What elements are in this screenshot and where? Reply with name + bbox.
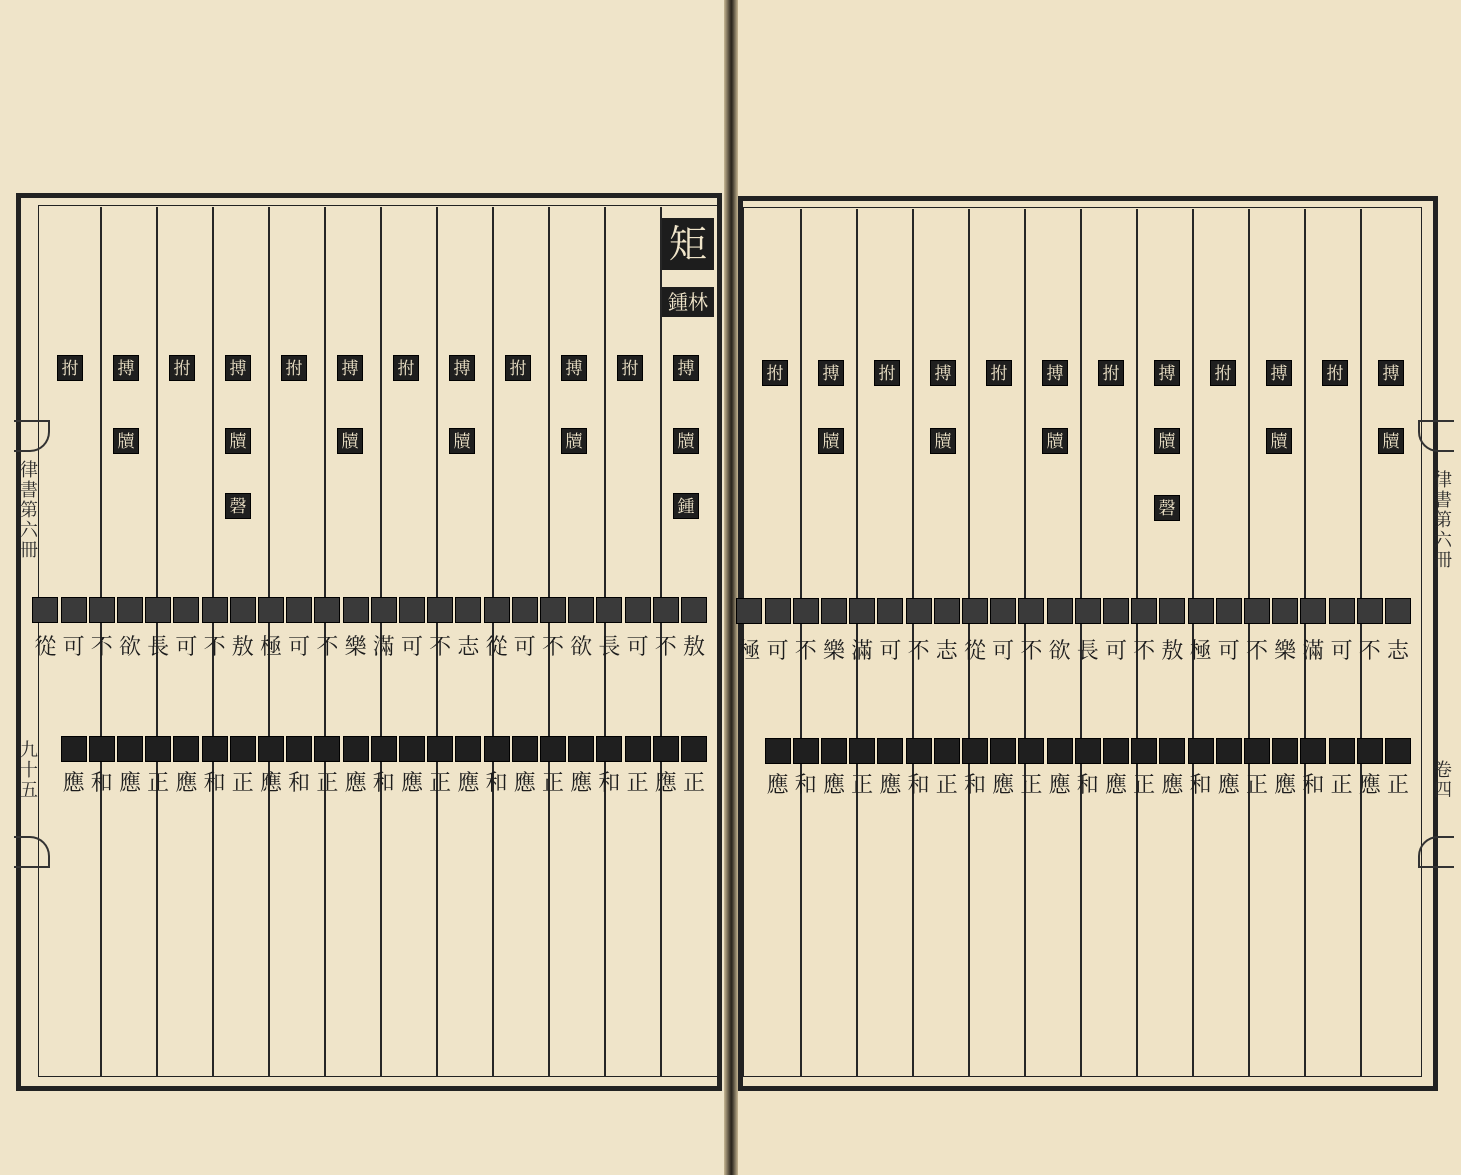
left_page-row_top-cell: 拊 <box>393 355 419 381</box>
right_page-row_lyrics-cell: 志 <box>935 639 958 664</box>
right_page-row_notes-cell: 應 <box>1274 773 1297 798</box>
left_page-row_lyrics-cell: 長 <box>598 635 621 660</box>
right_page-row_lyrics-cell: 長 <box>1076 639 1099 664</box>
right_page-row_notes-cell: 和 <box>1302 773 1325 798</box>
left_page-row_top-cell: 拊 <box>505 355 531 381</box>
left-pitch-seal <box>258 597 284 623</box>
left_page-row_lyrics-cell: 可 <box>175 635 198 660</box>
right-note-seal <box>1244 738 1270 764</box>
right-note-seal <box>990 738 1016 764</box>
right_page-row_notes-cell: 和 <box>1189 773 1212 798</box>
left_page-row_top-cell: 搏 <box>449 355 475 381</box>
left-note-seal <box>202 736 228 762</box>
left-note-seal <box>568 736 594 762</box>
right-pitch-seal <box>906 598 932 624</box>
left_page-row_notes-cell: 應 <box>259 771 282 796</box>
right-note-seal <box>1159 738 1185 764</box>
right_page-row_lyrics-cell: 極 <box>738 639 761 664</box>
left-title-seal: 矩 <box>662 218 714 270</box>
right-pitch-seal <box>934 598 960 624</box>
right-pitch-seal <box>1357 598 1383 624</box>
right_page-row_lyrics-cell: 極 <box>1189 639 1212 664</box>
left_page-row_top-cell: 搏 <box>561 355 587 381</box>
left-pitch-seal <box>484 597 510 623</box>
left_page-row_notes-cell: 和 <box>90 771 113 796</box>
right_page-row_top-cell: 搏 <box>1154 360 1180 386</box>
left-pitch-seal <box>286 597 312 623</box>
right_page-row_lyrics-cell: 可 <box>1330 639 1353 664</box>
left_page-row_lyrics-cell: 不 <box>654 635 677 660</box>
left-pitch-seal <box>427 597 453 623</box>
left_page-row_notes-cell: 應 <box>118 771 141 796</box>
left_page-row_lyrics-cell: 可 <box>288 635 311 660</box>
left_page-row_mid-cell: 牘 <box>561 428 587 454</box>
left_page-row_mid-cell: 牘 <box>673 428 699 454</box>
book-spine <box>724 0 738 1175</box>
left-pitch-seal <box>596 597 622 623</box>
left_page-row_lyrics-cell: 不 <box>90 635 113 660</box>
left-note-seal <box>230 736 256 762</box>
left-note-seal <box>625 736 651 762</box>
left_page-row_lyrics-cell: 不 <box>203 635 226 660</box>
left-pitch-seal <box>455 597 481 623</box>
left_page-row_lyrics-cell: 敖 <box>682 635 705 660</box>
left_page-row_notes-cell: 和 <box>485 771 508 796</box>
left-note-seal <box>681 736 707 762</box>
left_page-row_lyrics-cell: 欲 <box>118 635 141 660</box>
right-note-seal <box>1018 738 1044 764</box>
right_page-row_notes-cell: 應 <box>1048 773 1071 798</box>
right_page-row_notes-cell: 應 <box>879 773 902 798</box>
right-pitch-seal <box>1272 598 1298 624</box>
right-note-seal <box>1357 738 1383 764</box>
right_page-row_lyrics-cell: 不 <box>1358 639 1381 664</box>
right_page-row_notes-cell: 和 <box>1076 773 1099 798</box>
left-note-seal <box>286 736 312 762</box>
right_page-row_notes-cell: 應 <box>1358 773 1381 798</box>
left_page-row_notes-cell: 和 <box>598 771 621 796</box>
left-note-seal <box>173 736 199 762</box>
right_page-row_lyrics-cell: 可 <box>1104 639 1127 664</box>
right-pitch-seal <box>1103 598 1129 624</box>
right_page-row_lyrics-cell: 志 <box>1386 639 1409 664</box>
right-note-seal <box>1272 738 1298 764</box>
right_page-row_low-cell: 磬 <box>1154 495 1180 521</box>
left_page-row_lyrics-cell: 敖 <box>231 635 254 660</box>
left-note-seal <box>653 736 679 762</box>
right_page-row_notes-cell: 正 <box>851 773 874 798</box>
right_page-row_mid-cell: 牘 <box>1042 428 1068 454</box>
right-pitch-seal <box>962 598 988 624</box>
left-note-seal <box>258 736 284 762</box>
left_page-row_lyrics-cell: 可 <box>400 635 423 660</box>
left_page-row_lyrics-cell: 志 <box>457 635 480 660</box>
right-note-seal <box>821 738 847 764</box>
right-pitch-seal <box>1047 598 1073 624</box>
right_page-row_notes-cell: 應 <box>1217 773 1240 798</box>
left-pitch-seal <box>202 597 228 623</box>
left-pitch-seal <box>314 597 340 623</box>
right_page-row_mid-cell: 牘 <box>1154 428 1180 454</box>
right_page-row_lyrics-cell: 滿 <box>1302 639 1325 664</box>
right_page-row_lyrics-cell: 可 <box>766 639 789 664</box>
left-note-seal <box>540 736 566 762</box>
left-subtitle-seal: 鍾林 <box>662 287 714 317</box>
right-pitch-seal <box>990 598 1016 624</box>
left_page-row_top-cell: 搏 <box>673 355 699 381</box>
right-note-seal <box>1047 738 1073 764</box>
right-note-seal <box>877 738 903 764</box>
left_page-row_notes-cell: 應 <box>344 771 367 796</box>
left_page-row_top-cell: 拊 <box>617 355 643 381</box>
right-margin-page: 卷四 <box>1431 760 1452 800</box>
right-pitch-seal <box>821 598 847 624</box>
left_page-row_lyrics-cell: 不 <box>316 635 339 660</box>
right_page-row_lyrics-cell: 敖 <box>1161 639 1184 664</box>
left_page-row_notes-cell: 應 <box>513 771 536 796</box>
right_page-row_notes-cell: 應 <box>992 773 1015 798</box>
left_page-row_notes-cell: 應 <box>400 771 423 796</box>
right-pitch-seal <box>1216 598 1242 624</box>
left-margin-title: 律書第六冊 <box>17 460 38 560</box>
left_page-row_top-cell: 拊 <box>281 355 307 381</box>
left_page-row_lyrics-cell: 滿 <box>372 635 395 660</box>
right-note-seal <box>962 738 988 764</box>
left-pitch-seal <box>512 597 538 623</box>
left-pitch-seal <box>653 597 679 623</box>
right_page-row_lyrics-cell: 可 <box>992 639 1015 664</box>
right_page-row_top-cell: 拊 <box>762 360 788 386</box>
left_page-row_lyrics-cell: 可 <box>626 635 649 660</box>
left-note-seal <box>343 736 369 762</box>
right_page-row_top-cell: 搏 <box>1042 360 1068 386</box>
left_page-row_lyrics-cell: 可 <box>62 635 85 660</box>
left-pitch-seal <box>371 597 397 623</box>
right_page-row_notes-cell: 正 <box>1020 773 1043 798</box>
left_page-row_mid-cell: 牘 <box>113 428 139 454</box>
left_page-row_notes-cell: 應 <box>570 771 593 796</box>
right-note-seal <box>1103 738 1129 764</box>
right_page-row_lyrics-cell: 樂 <box>822 639 845 664</box>
right_page-row_lyrics-cell: 可 <box>1217 639 1240 664</box>
left_page-row_lyrics-cell: 從 <box>34 635 57 660</box>
left_page-row_mid-cell: 牘 <box>337 428 363 454</box>
left_page-row_notes-cell: 應 <box>457 771 480 796</box>
right_page-row_notes-cell: 正 <box>1386 773 1409 798</box>
left_page-row_notes-cell: 正 <box>429 771 452 796</box>
right-margin-title: 律書第六冊 <box>1431 470 1452 570</box>
left-pitch-seal <box>89 597 115 623</box>
right_page-row_lyrics-cell: 不 <box>1245 639 1268 664</box>
left_page-row_low-cell: 鍾 <box>673 493 699 519</box>
left-pitch-seal <box>399 597 425 623</box>
right-pitch-seal <box>1131 598 1157 624</box>
right-note-seal <box>1385 738 1411 764</box>
left_page-row_notes-cell: 正 <box>626 771 649 796</box>
left_page-row_top-cell: 拊 <box>57 355 83 381</box>
left_page-row_top-cell: 搏 <box>113 355 139 381</box>
right-pitch-seal <box>1329 598 1355 624</box>
left-note-seal <box>399 736 425 762</box>
left-pitch-seal <box>681 597 707 623</box>
right-note-seal <box>906 738 932 764</box>
left-note-seal <box>89 736 115 762</box>
left-pitch-seal <box>568 597 594 623</box>
left_page-row_top-cell: 拊 <box>169 355 195 381</box>
right-note-seal <box>1329 738 1355 764</box>
left_page-row_notes-cell: 和 <box>372 771 395 796</box>
right_page-row_top-cell: 拊 <box>1210 360 1236 386</box>
left_page-row_lyrics-cell: 不 <box>541 635 564 660</box>
left-pitch-seal <box>343 597 369 623</box>
right-fish-tail-bottom <box>1418 836 1454 868</box>
left_page-row_lyrics-cell: 極 <box>259 635 282 660</box>
right_page-row_lyrics-cell: 滿 <box>851 639 874 664</box>
left-margin-page: 九十五 <box>17 740 38 800</box>
right_page-row_notes-cell: 和 <box>963 773 986 798</box>
left-note-seal <box>512 736 538 762</box>
left-note-seal <box>427 736 453 762</box>
left_page-row_low-cell: 磬 <box>225 493 251 519</box>
right-note-seal <box>849 738 875 764</box>
right-note-seal <box>793 738 819 764</box>
left-pitch-seal <box>173 597 199 623</box>
left-note-seal <box>61 736 87 762</box>
right_page-row_top-cell: 搏 <box>1266 360 1292 386</box>
left_page-row_notes-cell: 正 <box>147 771 170 796</box>
right_page-row_lyrics-cell: 不 <box>1020 639 1043 664</box>
right_page-row_top-cell: 拊 <box>1322 360 1348 386</box>
left-note-seal <box>596 736 622 762</box>
right-pitch-seal <box>1159 598 1185 624</box>
right-note-seal <box>1188 738 1214 764</box>
right_page-row_top-cell: 搏 <box>1378 360 1404 386</box>
right_page-row_top-cell: 搏 <box>930 360 956 386</box>
left_page-row_notes-cell: 和 <box>203 771 226 796</box>
left_page-row_notes-cell: 和 <box>288 771 311 796</box>
left-note-seal <box>455 736 481 762</box>
left_page-row_mid-cell: 牘 <box>449 428 475 454</box>
left-note-seal <box>117 736 143 762</box>
right-pitch-seal <box>849 598 875 624</box>
right_page-row_lyrics-cell: 可 <box>879 639 902 664</box>
left_page-row_notes-cell: 應 <box>62 771 85 796</box>
right_page-row_notes-cell: 應 <box>766 773 789 798</box>
right_page-row_mid-cell: 牘 <box>930 428 956 454</box>
right-pitch-seal <box>877 598 903 624</box>
left-pitch-seal <box>32 597 58 623</box>
left_page-row_lyrics-cell: 樂 <box>344 635 367 660</box>
left-note-seal <box>145 736 171 762</box>
left_page-row_notes-cell: 正 <box>231 771 254 796</box>
left-note-seal <box>484 736 510 762</box>
left-note-seal <box>371 736 397 762</box>
right-note-seal <box>1300 738 1326 764</box>
left-pitch-seal <box>61 597 87 623</box>
left-pitch-seal <box>230 597 256 623</box>
right_page-row_notes-cell: 正 <box>1245 773 1268 798</box>
right-note-seal <box>1216 738 1242 764</box>
left_page-row_lyrics-cell: 欲 <box>570 635 593 660</box>
left_page-row_notes-cell: 應 <box>175 771 198 796</box>
left_page-row_lyrics-cell: 可 <box>513 635 536 660</box>
left-pitch-seal <box>625 597 651 623</box>
left_page-row_notes-cell: 應 <box>654 771 677 796</box>
right_page-row_notes-cell: 正 <box>935 773 958 798</box>
right_page-row_top-cell: 拊 <box>986 360 1012 386</box>
left-note-seal <box>314 736 340 762</box>
right-pitch-seal <box>1018 598 1044 624</box>
right-pitch-seal <box>793 598 819 624</box>
right_page-row_notes-cell: 正 <box>1133 773 1156 798</box>
right-pitch-seal <box>1300 598 1326 624</box>
right_page-row_mid-cell: 牘 <box>1378 428 1404 454</box>
right_page-row_notes-cell: 和 <box>907 773 930 798</box>
right_page-row_mid-cell: 牘 <box>1266 428 1292 454</box>
right-note-seal <box>934 738 960 764</box>
right_page-row_top-cell: 搏 <box>818 360 844 386</box>
right_page-row_top-cell: 拊 <box>1098 360 1124 386</box>
right-note-seal <box>1075 738 1101 764</box>
left_page-row_lyrics-cell: 從 <box>485 635 508 660</box>
right-pitch-seal <box>736 598 762 624</box>
right-pitch-seal <box>765 598 791 624</box>
left_page-row_notes-cell: 正 <box>541 771 564 796</box>
right_page-row_notes-cell: 應 <box>822 773 845 798</box>
right_page-row_notes-cell: 應 <box>1161 773 1184 798</box>
left-pitch-seal <box>540 597 566 623</box>
right-pitch-seal <box>1075 598 1101 624</box>
right-pitch-seal <box>1244 598 1270 624</box>
right_page-row_lyrics-cell: 樂 <box>1274 639 1297 664</box>
right_page-row_mid-cell: 牘 <box>818 428 844 454</box>
right_page-row_lyrics-cell: 不 <box>794 639 817 664</box>
right_page-row_lyrics-cell: 從 <box>963 639 986 664</box>
right-pitch-seal <box>1385 598 1411 624</box>
left_page-row_notes-cell: 正 <box>316 771 339 796</box>
right_page-row_lyrics-cell: 不 <box>1133 639 1156 664</box>
right_page-row_notes-cell: 正 <box>1330 773 1353 798</box>
left_page-row_mid-cell: 牘 <box>225 428 251 454</box>
left_page-row_lyrics-cell: 不 <box>429 635 452 660</box>
left_page-row_lyrics-cell: 長 <box>147 635 170 660</box>
right-note-seal <box>1131 738 1157 764</box>
right_page-row_top-cell: 拊 <box>874 360 900 386</box>
left_page-row_top-cell: 搏 <box>337 355 363 381</box>
left_page-row_notes-cell: 正 <box>682 771 705 796</box>
left-pitch-seal <box>117 597 143 623</box>
right_page-row_notes-cell: 和 <box>794 773 817 798</box>
right-note-seal <box>765 738 791 764</box>
right_page-row_lyrics-cell: 欲 <box>1048 639 1071 664</box>
right-pitch-seal <box>1188 598 1214 624</box>
left_page-row_top-cell: 搏 <box>225 355 251 381</box>
right_page-row_notes-cell: 應 <box>1104 773 1127 798</box>
left-pitch-seal <box>145 597 171 623</box>
right_page-row_lyrics-cell: 不 <box>907 639 930 664</box>
